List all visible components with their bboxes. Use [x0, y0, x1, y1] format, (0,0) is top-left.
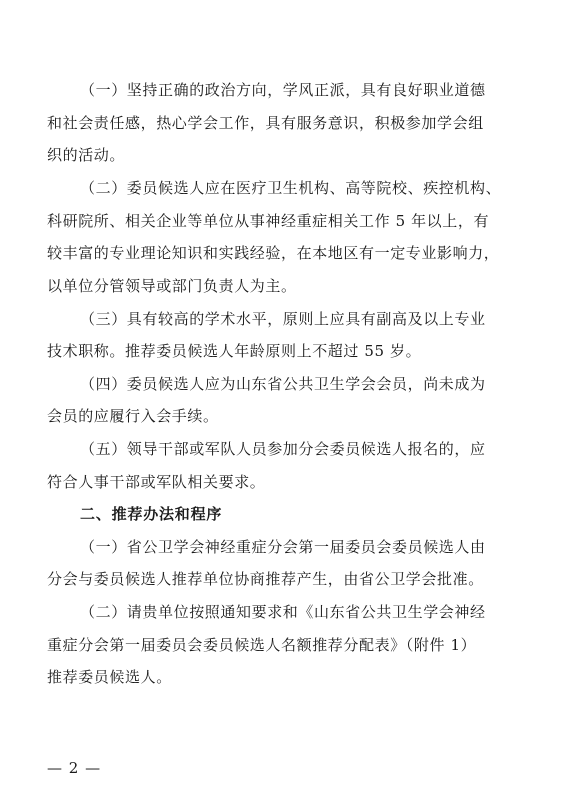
- section-heading: 二、推荐办法和程序: [80, 505, 223, 523]
- paragraph-4-line-2: 会员的应履行入会手续。: [47, 407, 219, 425]
- paragraph-5-line-1: （五）领导干部或军队人员参加分会委员候选人报名的，应: [80, 440, 486, 458]
- paragraph-6-line-2: 分会与委员候选人推荐单位协商推荐产生，由省公卫学会批准。: [47, 570, 484, 588]
- paragraph-1-line-3: 织的活动。: [47, 146, 126, 164]
- paragraph-7-line-1: （二）请贵单位按照通知要求和《山东省公共卫生学会神经: [80, 603, 486, 621]
- paragraph-3-line-1: （三）具有较高的学术水平，原则上应具有副高及以上专业: [80, 310, 486, 328]
- paragraph-2-line-3: 较丰富的专业理论知识和实践经验，在本地区有一定专业影响力，: [47, 244, 500, 262]
- page-number: — 2 —: [47, 759, 102, 777]
- paragraph-2-line-2: 科研院所、相关企业等单位从事神经重症相关工作 5 年以上，有: [47, 212, 490, 230]
- paragraph-5-line-2: 符合人事干部或军队相关要求。: [47, 473, 266, 491]
- paragraph-2-line-4: 以单位分管领导或部门负责人为主。: [47, 277, 297, 295]
- paragraph-4-line-1: （四）委员候选人应为山东省公共卫生学会会员，尚未成为: [80, 375, 486, 393]
- paragraph-1-line-2: 和社会责任感，热心学会工作，具有服务意识，积极参加学会组: [47, 114, 484, 132]
- paragraph-1-line-1: （一）坚持正确的政治方向，学风正派，具有良好职业道德: [80, 81, 486, 99]
- paragraph-6-line-1: （一）省公卫学会神经重症分会第一届委员会委员候选人由: [80, 538, 486, 556]
- paragraph-2-line-1: （二）委员候选人应在医疗卫生机构、高等院校、疾控机构、: [80, 179, 502, 197]
- paragraph-7-line-3: 推荐委员候选人。: [47, 668, 172, 686]
- paragraph-7-line-2: 重症分会第一届委员会委员候选人名额推荐分配表》（附件 1）: [47, 636, 477, 654]
- paragraph-3-line-2: 技术职称。推荐委员候选人年龄原则上不超过 55 岁。: [47, 342, 422, 360]
